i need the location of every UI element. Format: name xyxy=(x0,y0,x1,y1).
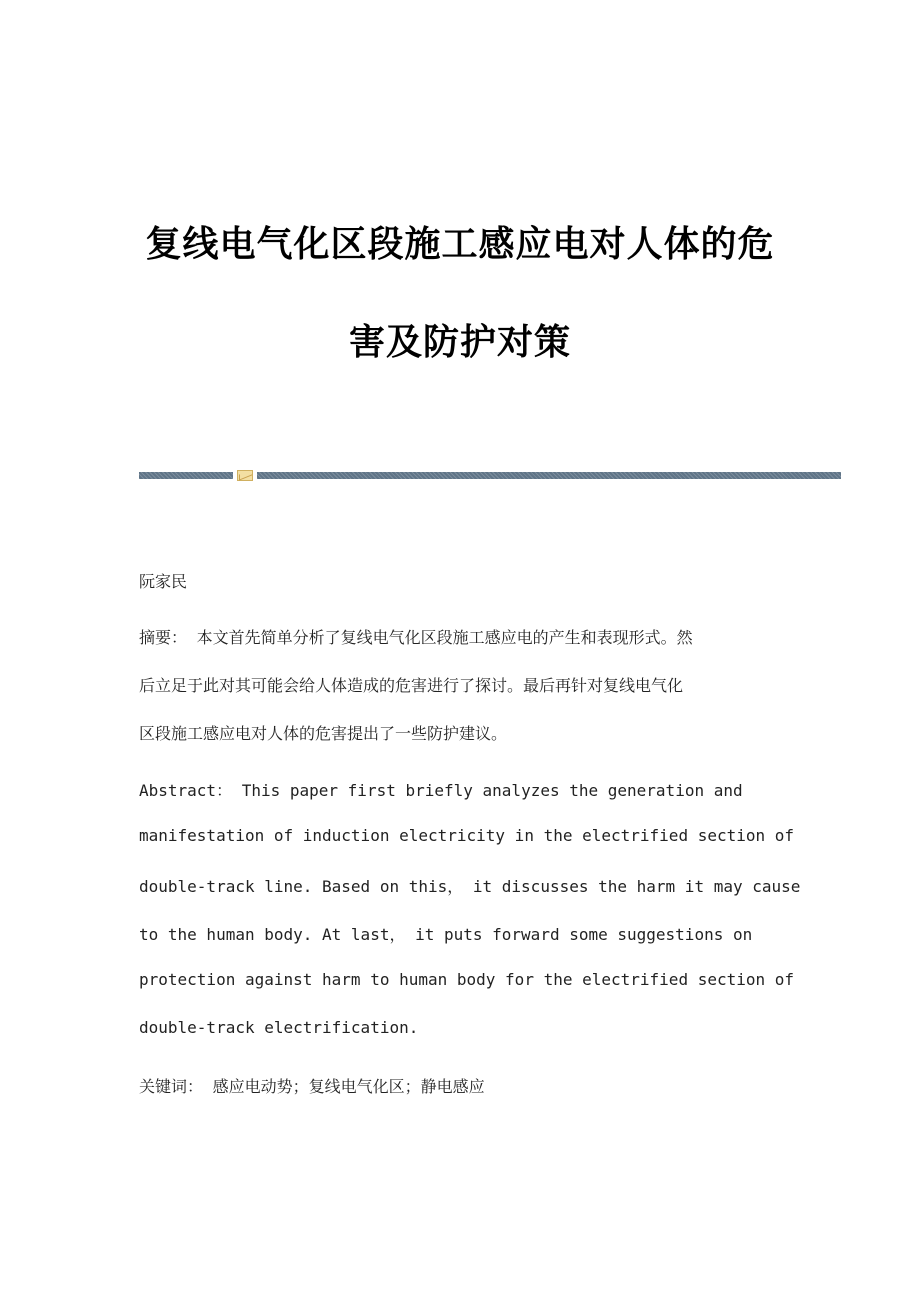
abstract-cn-line-2: 后立足于此对其可能会给人体造成的危害进行了探讨。最后再针对复线电气化 xyxy=(139,676,684,695)
title-divider xyxy=(139,470,841,480)
keywords-value: 感应电动势；复线电气化区；静电感应 xyxy=(203,1077,485,1096)
abstract-cn-text-1: 本文首先简单分析了复线电气化区段施工感应电的产生和表现形式。然 xyxy=(187,628,693,647)
abstract-cn-label: 摘要： xyxy=(139,628,188,647)
title-line-2: 害及防护对策 xyxy=(348,321,571,363)
author-name: 阮家民 xyxy=(139,572,188,591)
envelope-icon xyxy=(237,470,253,481)
abstract-en-line-6: double-track electrification. xyxy=(139,1018,419,1037)
abstract-en-label: Abstract： xyxy=(139,781,233,800)
divider-bar-right xyxy=(257,472,841,479)
abstract-cn-line-1 xyxy=(139,625,693,648)
divider-bar-left xyxy=(139,472,233,479)
abstract-en-line-2: manifestation of induction electricity in the electrified section of xyxy=(139,826,795,845)
abstract-en-line-1 xyxy=(139,778,743,801)
abstract-en-line-4: to the human body. At last， it puts forward some suggestions on xyxy=(139,925,753,944)
abstract-cn-line-3: 区段施工感应电对人体的危害提出了一些防护建议。 xyxy=(139,724,508,743)
keywords-label: 关键词： xyxy=(139,1077,204,1096)
keywords xyxy=(139,1074,485,1097)
title-line-1: 复线电气化区段施工感应电对人体的危 xyxy=(145,223,775,265)
abstract-en-line-3: double-track line. Based on this， it discusses the harm it may cause xyxy=(139,877,801,896)
abstract-en-line-5: protection against harm to human body for the electrified section of xyxy=(139,970,795,989)
abstract-en-text-1: This paper first briefly analyzes the generation and xyxy=(232,781,743,800)
